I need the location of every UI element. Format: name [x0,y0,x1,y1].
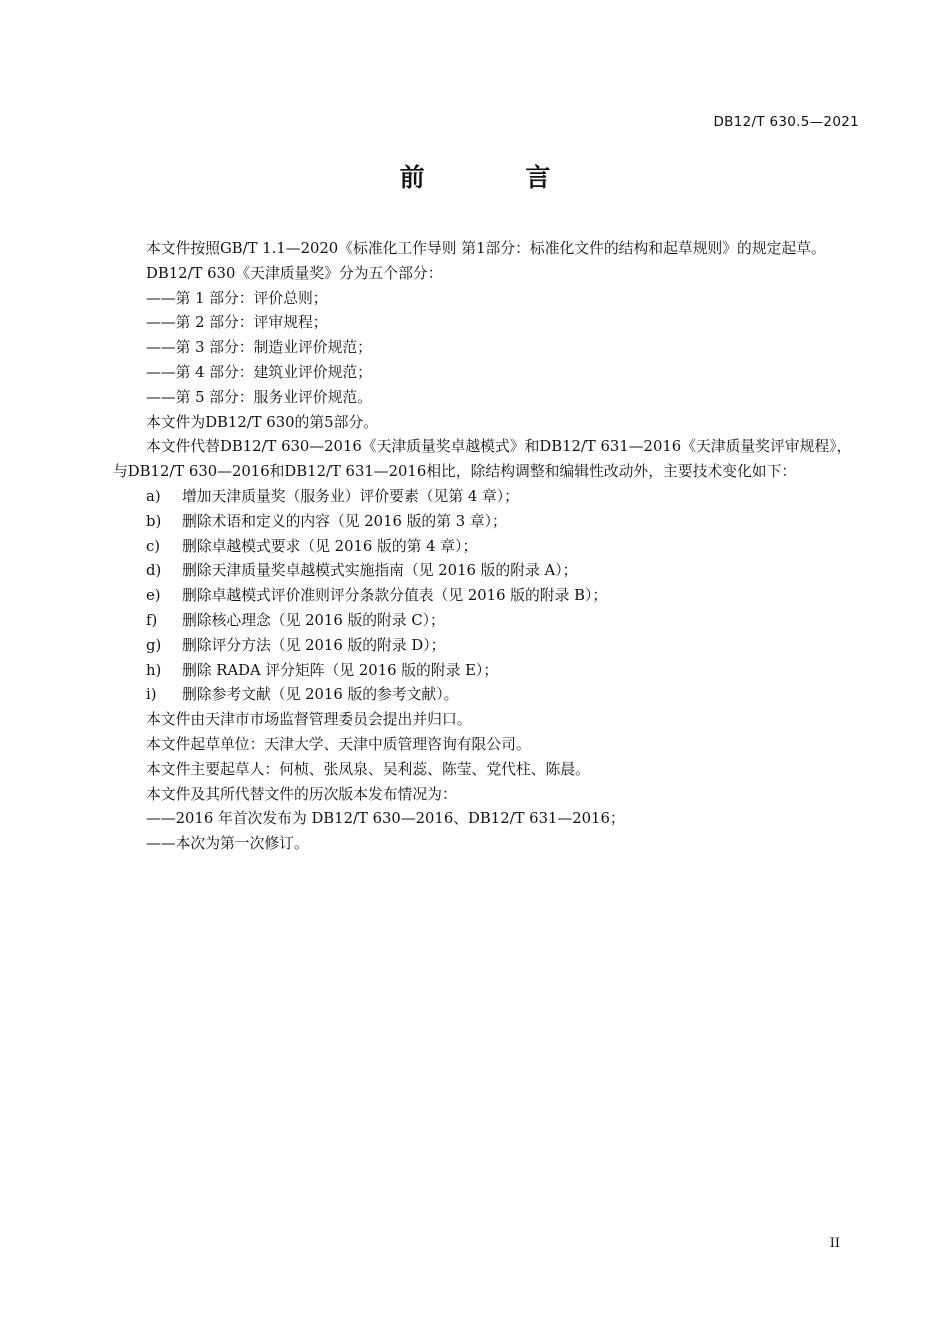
change-list-item [113,559,860,584]
page-number: II [829,1236,840,1251]
history-list-item: ——本次为第一次修订。 [146,835,309,853]
paragraph-drafting-units: 本文件起草单位：天津大学、天津中质管理咨询有限公司。 [146,735,531,753]
change-text: 删除核心理念（见 2016 版的附录 C）； [182,611,445,629]
change-text: 删除卓越模式评价准则评分条款分值表（见 2016 版的附录 B）； [182,587,608,605]
list-marker: d) [146,562,162,580]
list-marker: g) [146,636,162,654]
change-text: 删除参考文献（见 2016 版的参考文献）。 [182,686,459,704]
list-marker: b) [146,512,162,530]
change-text: 增加天津质量奖（服务业）评价要素（见第 4 章）； [182,487,519,505]
page-title: 前 言 [399,163,597,192]
change-text: 删除卓越模式要求（见 2016 版的第 4 章）； [182,537,478,555]
paragraph-proposed-by: 本文件由天津市市场监督管理委员会提出并归口。 [146,711,472,729]
list-marker: f) [146,611,158,629]
change-text: 删除术语和定义的内容（见 2016 版的第 3 章）； [182,512,507,530]
paragraph-replaces: 本文件代替DB12/T 630—2016《天津质量奖卓越模式》和DB12/T 631—2016《天津质量奖评审规程》，与DB12/T 630—2016和DB12/T 631—2016相比，除结构调整和编辑性改动外，主要技术变化如下： [113,438,852,481]
paragraph-drafters: 本文件主要起草人：何桢、张凤泉、吴利蕊、陈莹、党代柱、陈晨。 [146,760,590,778]
part-list-item: ——第 3 部分：制造业评价规范； [146,339,372,357]
list-marker: c) [146,537,161,555]
change-list-item [113,609,860,634]
part-list-item: ——第 2 部分：评审规程； [146,314,328,332]
change-text: 删除评分方法（见 2016 版的附录 D）； [182,636,446,654]
change-list-item [113,510,860,535]
list-marker: h) [146,661,162,679]
change-text: 删除天津质量奖卓越模式实施指南（见 2016 版的附录 A）； [182,562,578,580]
list-marker: i) [146,686,157,704]
part-list-item: ——第 1 部分：评价总则； [146,289,328,307]
change-list-item [113,683,860,708]
change-list-item [113,584,860,609]
paragraph-drafting-rules: 本文件按照GB/T 1.1—2020《标准化工作导则 第1部分：标准化文件的结构和起草规则》的规定起草。 [146,240,826,257]
change-list-item [113,485,860,510]
document-id: DB12/T 630.5—2021 [713,114,859,130]
change-list-item [113,659,860,684]
paragraph-history-intro: 本文件及其所代替文件的历次版本发布情况为： [146,785,457,803]
list-marker: e) [146,587,161,605]
change-list-item [113,535,860,560]
list-marker: a) [146,487,161,505]
history-list-item: ——2016 年首次发布为 DB12/T 630—2016、DB12/T 631—2016； [146,810,625,828]
change-list-item [113,634,860,659]
paragraph-this-part: 本文件为DB12/T 630的第5部分。 [146,413,378,431]
paragraph-parts-intro: DB12/T 630《天津质量奖》分为五个部分： [146,264,443,282]
part-list-item: ——第 4 部分：建筑业评价规范； [146,363,372,381]
foreword-body [113,237,860,857]
part-list-item: ——第 5 部分：服务业评价规范。 [146,388,372,406]
change-text: 删除 RADA 评分矩阵（见 2016 版的附录 E）； [182,661,499,679]
